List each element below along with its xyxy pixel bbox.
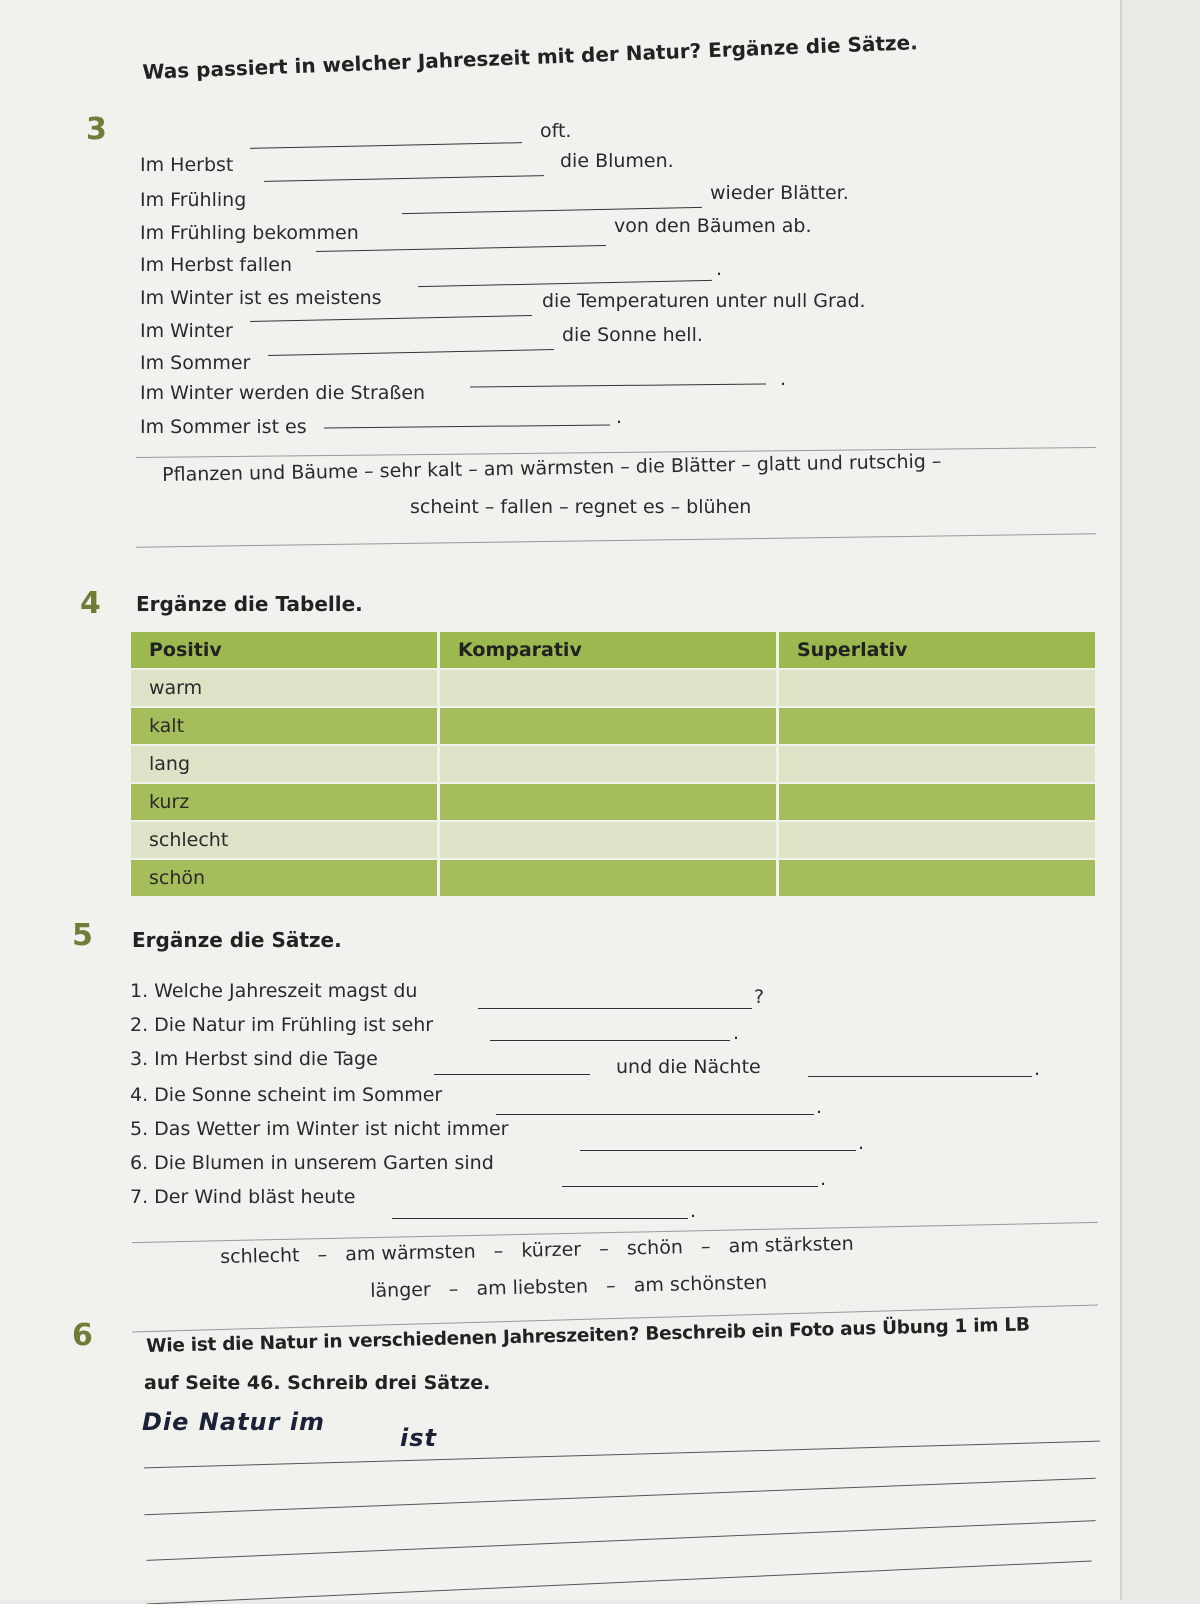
comparison-table: [131, 632, 1095, 896]
exercise-5-number: 5: [72, 918, 93, 953]
komparativ-cell[interactable]: [439, 669, 778, 707]
ex3-blank-8[interactable]: [470, 383, 766, 387]
ex3-start-4: Im Herbst fallen: [140, 254, 293, 276]
exercise-6-heading-line-1: Wie ist die Natur in verschiedenen Jahreszeiten? Beschreib ein Foto aus Übung 1 im LB: [146, 1314, 1030, 1357]
positiv-cell: schön: [131, 859, 439, 896]
ex5-sentence-2: 2. Die Natur im Frühling ist sehr: [130, 1014, 434, 1036]
ex3-blank-9[interactable]: [324, 425, 610, 429]
ex5-end-5: .: [858, 1132, 865, 1154]
ex5-blank-1[interactable]: [478, 1008, 752, 1009]
ex3-blank-5[interactable]: [418, 280, 712, 287]
table-row: [131, 745, 1095, 783]
ex3-blank-3[interactable]: [402, 207, 702, 214]
column-header-komparativ: Komparativ: [439, 632, 778, 669]
komparativ-cell[interactable]: [439, 783, 778, 821]
ex3-ending-7: die Sonne hell.: [562, 324, 703, 346]
ex3-blank-1[interactable]: [250, 142, 522, 149]
ex5-blank-4[interactable]: [496, 1114, 814, 1115]
ex3-word-box-line-2: scheint – fallen – regnet es – blühen: [410, 496, 752, 518]
komparativ-cell[interactable]: [439, 821, 778, 859]
exercise-6-number: 6: [72, 1318, 93, 1353]
ex5-blank-3b[interactable]: [808, 1076, 1032, 1077]
superlativ-cell[interactable]: [778, 783, 1096, 821]
positiv-cell: kurz: [131, 783, 439, 821]
ex3-start-1: Im Herbst: [140, 154, 234, 176]
ex5-sentence-5: 5. Das Wetter im Winter ist nicht immer: [130, 1118, 509, 1140]
column-header-superlativ: Superlativ: [778, 632, 1096, 669]
ex6-writing-line-3[interactable]: [146, 1520, 1095, 1561]
ex5-mid-3: und die Nächte: [616, 1056, 761, 1078]
superlativ-cell[interactable]: [778, 745, 1096, 783]
table-row: [131, 821, 1095, 859]
ex3-start-3: Im Frühling bekommen: [140, 222, 359, 244]
ex5-blank-7[interactable]: [392, 1218, 688, 1219]
table-header-row: [131, 632, 1095, 669]
komparativ-cell[interactable]: [439, 859, 778, 896]
ex3-blank-6[interactable]: [250, 315, 532, 322]
ex5-end-2: .: [733, 1022, 740, 1044]
positiv-cell: lang: [131, 745, 439, 783]
ex5-word-box-line-2: länger – am liebsten – am schönsten: [370, 1271, 768, 1302]
ex3-ending-3: wieder Blätter.: [710, 182, 849, 204]
ex5-sentence-4: 4. Die Sonne scheint im Sommer: [130, 1084, 443, 1106]
table-row: [131, 669, 1095, 707]
exercise-6-heading-line-2: auf Seite 46. Schreib drei Sätze.: [144, 1372, 491, 1394]
ex3-ending-1: oft.: [540, 120, 572, 142]
superlativ-cell[interactable]: [778, 821, 1096, 859]
ex6-writing-line-1[interactable]: [144, 1441, 1100, 1469]
komparativ-cell[interactable]: [439, 707, 778, 745]
handwritten-answer-verb: ist: [400, 1424, 437, 1452]
ex5-end-3: .: [1034, 1058, 1041, 1080]
ex3-word-box-bottom-rule: [136, 533, 1096, 547]
positiv-cell: kalt: [131, 707, 439, 745]
exercise-5-heading: Ergänze die Sätze.: [132, 928, 342, 952]
ex5-end-4: .: [816, 1096, 823, 1118]
ex3-start-8: Im Winter werden die Straßen: [140, 382, 426, 404]
handwritten-answer-start: Die Natur im: [142, 1408, 326, 1436]
positiv-cell: schlecht: [131, 821, 439, 859]
ex3-blank-4[interactable]: [316, 245, 606, 252]
ex3-start-5: Im Winter ist es meistens: [140, 287, 382, 309]
ex3-start-9: Im Sommer ist es: [140, 416, 307, 438]
positiv-cell: warm: [131, 669, 439, 707]
ex5-word-box-line-1: schlecht – am wärmsten – kürzer – schön – am stärksten: [220, 1232, 854, 1268]
ex6-writing-line-4[interactable]: [146, 1561, 1091, 1604]
exercise-3-heading: Was passiert in welcher Jahreszeit mit der Natur? Ergänze die Sätze.: [142, 30, 919, 84]
ex6-writing-line-2[interactable]: [144, 1478, 1095, 1516]
ex5-blank-2[interactable]: [490, 1040, 730, 1041]
exercise-3-number: 3: [86, 112, 107, 147]
ex3-blank-2[interactable]: [264, 175, 544, 182]
ex3-ending-4: von den Bäumen ab.: [614, 215, 812, 237]
superlativ-cell[interactable]: [778, 707, 1096, 745]
superlativ-cell[interactable]: [778, 669, 1096, 707]
ex3-start-7: Im Sommer: [140, 352, 251, 374]
ex5-blank-3a[interactable]: [434, 1074, 590, 1075]
ex3-start-6: Im Winter: [140, 320, 233, 342]
ex3-ending-5: .: [716, 258, 723, 280]
ex5-blank-5[interactable]: [580, 1150, 856, 1151]
ex5-end-1: ?: [754, 986, 765, 1008]
table-row: [131, 707, 1095, 745]
komparativ-cell[interactable]: [439, 745, 778, 783]
table-row: [131, 859, 1095, 896]
table-row: [131, 783, 1095, 821]
ex3-word-box-line-1: Pflanzen und Bäume – sehr kalt – am wärmsten – die Blätter – glatt und rutschig –: [162, 450, 942, 486]
exercise-4-number: 4: [80, 586, 101, 621]
ex5-end-7: .: [690, 1200, 697, 1222]
exercise-4-heading: Ergänze die Tabelle.: [136, 592, 363, 616]
ex5-sentence-1: 1. Welche Jahreszeit magst du: [130, 980, 418, 1002]
ex3-ending-8: .: [780, 368, 787, 390]
ex3-ending-6: die Temperaturen unter null Grad.: [542, 290, 866, 312]
ex5-sentence-7: 7. Der Wind bläst heute: [130, 1186, 356, 1208]
ex5-blank-6[interactable]: [562, 1186, 818, 1187]
ex3-ending-2: die Blumen.: [560, 150, 674, 172]
ex5-sentence-3: 3. Im Herbst sind die Tage: [130, 1048, 378, 1070]
ex3-start-2: Im Frühling: [140, 189, 247, 211]
ex3-blank-7[interactable]: [268, 349, 554, 356]
ex5-end-6: .: [820, 1168, 827, 1190]
ex5-sentence-6: 6. Die Blumen in unserem Garten sind: [130, 1152, 494, 1174]
ex3-ending-9: .: [616, 406, 623, 428]
superlativ-cell[interactable]: [778, 859, 1096, 896]
column-header-positiv: Positiv: [131, 632, 439, 669]
